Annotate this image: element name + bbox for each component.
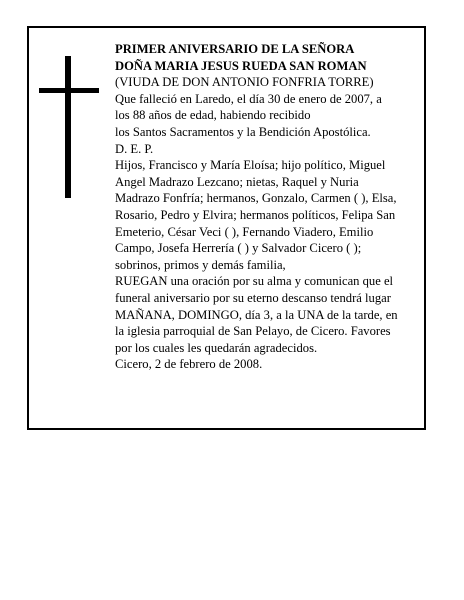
family-line-2: Angel Madrazo Lezcano; nietas, Raquel y Nuria <box>115 174 359 189</box>
cross-horizontal-bar <box>39 88 99 93</box>
obituary-notice <box>27 26 426 430</box>
family-line-1: Hijos, Francisco y María Eloísa; hijo político, Miguel <box>115 158 386 173</box>
family-line-7: sobrinos, primos y demás familia, <box>115 257 286 272</box>
notice-title-line-2: DOÑA MARIA JESUS RUEDA SAN ROMAN <box>115 58 367 73</box>
cross-icon <box>39 56 99 198</box>
request-line-2: funeral aniversario por su eterno descanso tendrá lugar <box>115 290 391 305</box>
sacraments-line: los Santos Sacramentos y la Bendición Apostólica. <box>115 124 371 139</box>
rip-line: D. E. P. <box>115 141 154 156</box>
death-line-1: Que falleció en Laredo, el día 30 de enero de 2007, a <box>115 91 382 106</box>
family-line-6: Campo, Josefa Herrería ( ) y Salvador Cicero ( ); <box>115 241 362 256</box>
family-line-4: Rosario, Pedro y Elvira; hermanos políticos, Felipa San <box>115 207 396 222</box>
request-line-3: MAÑANA, DOMINGO, día 3, a la UNA de la tarde, en <box>115 307 398 322</box>
notice-title-line-1: PRIMER ANIVERSARIO DE LA SEÑORA <box>115 42 355 56</box>
family-line-5: Emeterio, César Veci ( ), Fernando Viadero, Emilio <box>115 224 374 239</box>
notice-text <box>115 41 425 373</box>
death-line-2: los 88 años de edad, habiendo recibido <box>115 108 311 123</box>
request-line-4: la iglesia parroquial de San Pelayo, de Cicero. Favores <box>115 324 391 339</box>
date-line: Cicero, 2 de febrero de 2008. <box>115 357 263 372</box>
widow-line: (VIUDA DE DON ANTONIO FONFRIA TORRE) <box>115 75 374 90</box>
family-line-3: Madrazo Fonfría; hermanos, Gonzalo, Carmen ( ), Elsa, <box>115 191 397 206</box>
cross-vertical-bar <box>65 56 71 198</box>
request-line-1: RUEGAN una oración por su alma y comunican que el <box>115 274 394 289</box>
request-line-5: por los cuales les quedarán agradecidos. <box>115 340 318 355</box>
